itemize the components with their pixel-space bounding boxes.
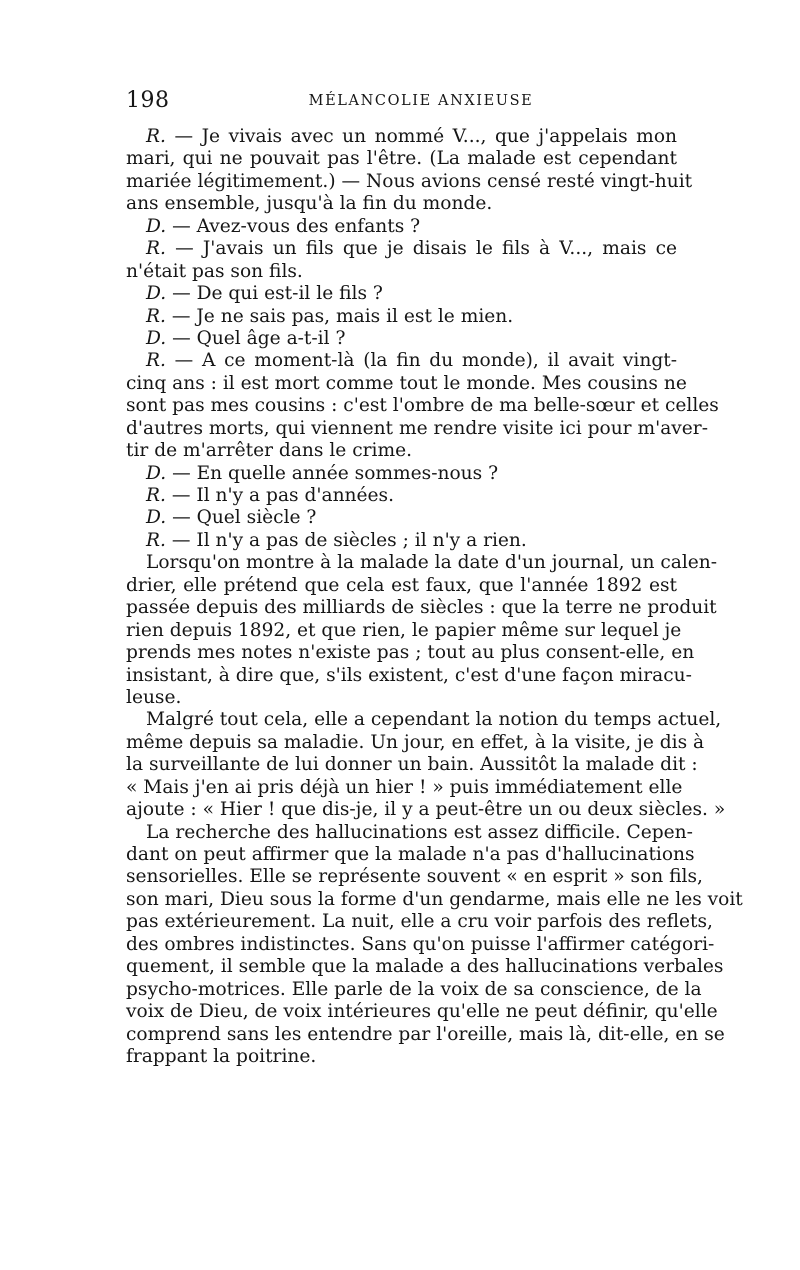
- line-text: voix de Dieu, de voix intérieures qu'elle ne peut définir, qu'elle: [126, 1001, 718, 1023]
- line-text: Malgré tout cela, elle a cependant la notion du temps actuel,: [146, 709, 722, 731]
- speaker-label: R.: [146, 238, 166, 260]
- line-text: cinq ans : il est mort comme tout le monde. Mes cousins ne: [126, 372, 687, 394]
- line-text: drier, elle prétend que cela est faux, que l'année 1892 est: [126, 574, 677, 596]
- text-line: [126, 350, 677, 372]
- line-text: frappant la poitrine.: [126, 1045, 317, 1067]
- text-line: [126, 799, 726, 821]
- line-text: même depuis sa maladie. Un jour, en effet, à la visite, je dis à: [126, 731, 705, 753]
- text-line: [126, 328, 677, 350]
- speaker-label: R.: [146, 126, 166, 147]
- line-text: — Il n'y a pas de siècles ; il n'y a rien.: [171, 529, 527, 551]
- line-text: mariée légitimement.) — Nous avions censé resté vingt-huit: [126, 170, 693, 192]
- text-line: [126, 866, 703, 888]
- line-text: comprend sans les entendre par l'oreille, mais là, dit-elle, en se: [126, 1023, 725, 1045]
- text-line: [126, 485, 677, 507]
- text-line: [126, 530, 677, 552]
- text-line: [126, 440, 677, 462]
- line-text: — De qui est-il le fils ?: [172, 283, 383, 305]
- line-text: — Quel siècle ?: [172, 507, 317, 529]
- text-line: [126, 888, 743, 911]
- line-text: ajoute : « Hier ! que dis-je, il y a peut-être un ou deux siècles. »: [126, 799, 726, 821]
- speaker-label: D.: [146, 462, 167, 484]
- line-text: « Mais j'en ai pris déjà un hier ! » puis immédiatement elle: [126, 776, 683, 798]
- speaker-label: D.: [146, 507, 167, 529]
- line-text: La recherche des hallucinations est assez difficile. Cepen-: [146, 821, 693, 843]
- text-line: [126, 306, 677, 328]
- line-text: d'autres morts, qui viennent me rendre visite ici pour m'aver-: [126, 417, 708, 439]
- speaker-label: D.: [146, 215, 167, 237]
- text-line: [126, 372, 687, 395]
- text-line: [126, 507, 677, 529]
- text-line: [126, 1023, 725, 1046]
- text-line: [126, 283, 677, 305]
- text-line: [126, 642, 695, 664]
- line-text: ans ensemble, jusqu'à la fin du monde.: [126, 193, 493, 215]
- text-line: [126, 463, 677, 485]
- page-header: [126, 88, 676, 120]
- text-line: [126, 148, 677, 170]
- line-text: — Je ne sais pas, mais il est le mien.: [171, 305, 514, 327]
- text-line: [126, 575, 677, 597]
- text-line: [126, 754, 698, 776]
- line-text: sensorielles. Elle se représente souvent « en esprit » son fils,: [126, 866, 703, 888]
- text-line: [126, 956, 724, 978]
- line-text: sont pas mes cousins : c'est l'ombre de ma belle-sœur et celles: [126, 395, 719, 417]
- line-text: leuse.: [126, 686, 182, 708]
- line-text: pas extérieurement. La nuit, elle a cru voir parfois des reflets,: [126, 911, 713, 933]
- speaker-label: R.: [146, 350, 166, 372]
- text-line: [126, 664, 692, 687]
- line-text: — Je vivais avec un nommé V..., que j'appelais mon: [174, 126, 677, 147]
- speaker-label: R.: [146, 305, 166, 327]
- text-line: [126, 978, 702, 1001]
- line-text: dant on peut affirmer que la malade n'a pas d'hallucinations: [126, 844, 695, 865]
- line-text: n'était pas son fils.: [126, 260, 303, 282]
- text-line: [126, 844, 695, 866]
- line-text: — En quelle année sommes-nous ?: [172, 462, 499, 484]
- line-text: Lorsqu'on montre à la malade la date d'un journal, un calen-: [146, 552, 718, 574]
- text-line: [126, 552, 718, 574]
- line-text: — Avez-vous des enfants ?: [172, 215, 421, 237]
- text-line: [126, 687, 677, 709]
- text-line: [126, 933, 715, 956]
- line-text: psycho-motrices. Elle parle de la voix de sa conscience, de la: [126, 978, 702, 1000]
- text-line: [126, 911, 713, 933]
- text-line: [126, 597, 717, 619]
- text-line: [126, 619, 682, 642]
- text-line: [126, 1001, 718, 1023]
- line-text: passée depuis des milliards de siècles : que la terre ne produit: [126, 597, 717, 619]
- line-text: — Il n'y a pas d'années.: [171, 485, 394, 506]
- speaker-label: D.: [146, 283, 167, 305]
- line-text: — J'avais un fils que je disais le fils à V..., mais ce: [175, 238, 677, 260]
- text-line: [126, 126, 677, 148]
- text-line: [126, 709, 722, 731]
- text-line: [126, 417, 708, 440]
- body-text: [126, 126, 743, 1068]
- line-text: prends mes notes n'existe pas ; tout au plus consent-elle, en: [126, 642, 695, 664]
- text-line: [126, 1046, 677, 1068]
- line-text: tir de m'arrêter dans le crime.: [126, 440, 412, 462]
- text-line: [126, 731, 705, 754]
- speaker-label: D.: [146, 327, 167, 349]
- line-text: mari, qui ne pouvait pas l'être. (La malade est cependant: [126, 148, 677, 170]
- speaker-label: R.: [146, 529, 166, 551]
- line-text: insistant, à dire que, s'ils existent, c'est d'une façon miracu-: [126, 664, 692, 686]
- text-line: [126, 821, 693, 844]
- text-line: [126, 238, 677, 260]
- line-text: quement, il semble que la malade a des hallucinations verbales: [126, 956, 724, 978]
- line-text: des ombres indistinctes. Sans qu'on puisse l'affirmer catégori-: [126, 933, 715, 955]
- text-line: [126, 776, 683, 799]
- text-line: [126, 216, 677, 238]
- line-text: rien depuis 1892, et que rien, le papier même sur lequel je: [126, 619, 682, 641]
- speaker-label: R.: [146, 485, 166, 506]
- line-text: son mari, Dieu sous la forme d'un gendarme, mais elle ne les voit: [126, 888, 743, 910]
- line-text: la surveillante de lui donner un bain. Aussitôt la malade dit :: [126, 754, 698, 776]
- page-number: 198: [126, 88, 170, 113]
- text-line: [126, 193, 677, 215]
- text-line: [126, 261, 677, 283]
- text-line: [126, 170, 693, 193]
- line-text: — A ce moment-là (la fin du monde), il avait vingt-: [174, 350, 678, 372]
- line-text: — Quel âge a-t-il ?: [172, 327, 346, 349]
- text-line: [126, 395, 719, 417]
- running-title: MÉLANCOLIE ANXIEUSE: [308, 93, 534, 109]
